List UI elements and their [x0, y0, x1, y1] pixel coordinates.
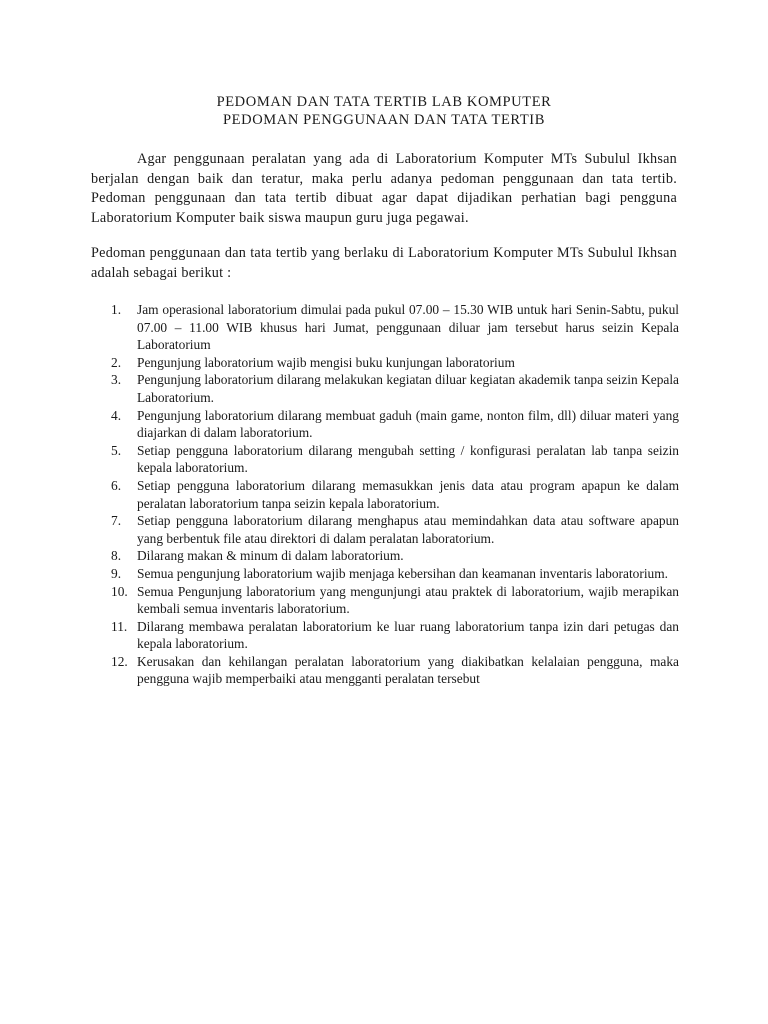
rule-text: Setiap pengguna laboratorium dilarang memasukkan jenis data atau program apapun ke dalam peralatan laboratorium tanpa seizin kepala laboratorium.	[137, 477, 679, 511]
rule-item	[91, 547, 679, 565]
rule-item	[91, 407, 679, 442]
rule-text: Pengunjung laboratorium wajib mengisi buku kunjungan laboratorium	[137, 354, 515, 370]
rule-item	[91, 477, 679, 512]
rule-text: Setiap pengguna laboratorium dilarang mengubah setting / konfigurasi peralatan lab tanpa seizin kepala laboratorium.	[137, 442, 679, 476]
document-title: PEDOMAN DAN TATA TERTIB LAB KOMPUTER	[216, 94, 552, 110]
rule-text: Dilarang makan & minum di dalam laboratorium.	[137, 548, 404, 564]
rule-number: 4.	[111, 407, 122, 423]
rule-item	[91, 301, 679, 354]
rule-text: Pengunjung laboratorium dilarang melakukan kegiatan diluar kegiatan akademik tanpa seizin Kepala Laboratorium.	[137, 372, 679, 405]
rule-item	[91, 354, 679, 372]
rules-list	[91, 301, 679, 688]
rule-item	[91, 565, 679, 583]
rule-item	[91, 512, 679, 547]
rule-text: Setiap pengguna laboratorium dilarang menghapus atau memindahkan data atau software apapun yang berbentuk file atau direktori di dalam peralatan laboratorium.	[137, 513, 679, 546]
rule-text: Jam operasional laboratorium dimulai pada pukul 07.00 – 15.30 WIB untuk hari Senin-Sabtu, pukul 07.00 – 11.00 WIB khusus hari Jumat, penggunaan diluar jam tersebut harus seizin Kepala Laboratorium	[137, 302, 679, 353]
rule-item	[91, 618, 679, 653]
rule-number: 6.	[111, 477, 122, 493]
rule-text: Kerusakan dan kehilangan peralatan laboratorium yang diakibatkan kelalaian pengguna, maka pengguna wajib memperbaiki atau mengganti peralatan tersebut	[137, 653, 679, 687]
rule-text: Semua Pengunjung laboratorium yang mengunjungi atau praktek di laboratorium, wajib merapikan kembali semua inventaris laboratorium.	[137, 583, 679, 617]
rule-text: Pengunjung laboratorium dilarang membuat gaduh (main game, nonton film, dll) diluar materi yang diajarkan di dalam laboratorium.	[137, 407, 679, 441]
lead-paragraph: Pedoman penggunaan dan tata tertib yang berlaku di Laboratorium Komputer MTs Subulul Ikhsan adalah sebagai berikut :	[91, 245, 677, 281]
rule-item	[91, 653, 679, 688]
rule-text: Semua pengunjung laboratorium wajib menjaga kebersihan dan keamanan inventaris laboratorium.	[137, 565, 668, 581]
rule-item	[91, 583, 679, 618]
rule-number: 10.	[111, 583, 128, 599]
rule-number: 11.	[111, 618, 128, 634]
rule-item	[91, 371, 679, 406]
rule-number: 7.	[111, 513, 122, 529]
rule-number: 5.	[111, 442, 122, 458]
intro-paragraph: Agar penggunaan peralatan yang ada di Laboratorium Komputer MTs Subulul Ikhsan berjalan dengan baik dan teratur, maka perlu adanya pedoman penggunaan dan tata tertib. Pedoman penggunaan dan tata tertib dibuat agar dapat dijadikan perhatian bagi pengguna Laboratorium Komputer baik siswa maupun guru juga pegawai.	[91, 151, 677, 226]
rule-number: 2.	[111, 354, 122, 370]
rule-item	[91, 442, 679, 477]
rule-number: 1.	[111, 302, 122, 317]
rule-number: 12.	[111, 653, 128, 669]
document-subtitle: PEDOMAN PENGGUNAAN DAN TATA TERTIB	[223, 112, 545, 128]
rule-number: 8.	[111, 548, 122, 564]
rule-number: 9.	[111, 565, 122, 581]
rule-text: Dilarang membawa peralatan laboratorium ke luar ruang laboratorium tanpa izin dari petugas dan kepala laboratorium.	[137, 618, 679, 652]
rule-number: 3.	[111, 372, 122, 388]
